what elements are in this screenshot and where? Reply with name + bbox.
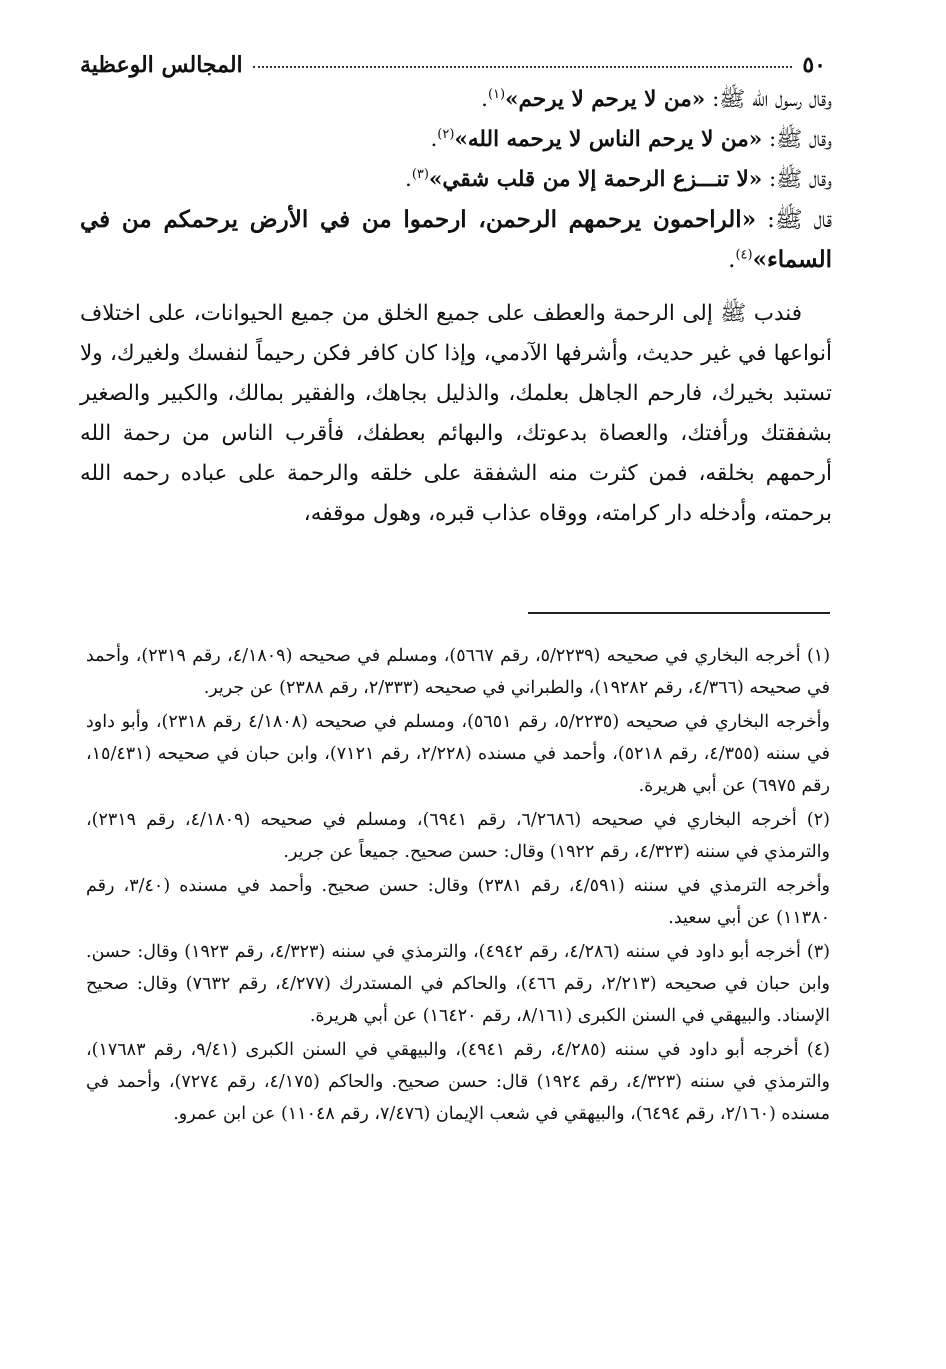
body-paragraph: فندب ﷺ إلى الرحمة والعطف على جميع الخلق من جميع الحيوانات، على اختلاف أنواعها في غير حديث، وأشرفها الآدمي، وإذا كان كافر فكن رحيماً لنفسك ولغيرك، ولا تستبد بخيرك، فارحم الجاهل بعلمك، والذليل بجاهك، والفقير بمالك، والكبير والصغير بشفقتك ورأفتك، والعصاة بدعوتك، والبهائم بعطفك، فأقرب الناس من رحمة الله أرحمهم بخلقه، فمن كثرت منه الشفقة على خلقه والرحمة على عباده رحمه الله برحمته، وأدخله دار كرامته، ووقاه عذاب قبره، وهول موقفه، [80,301,832,526]
page-number: ٥٠ [802,52,826,78]
book-title: المجالس الوعظية [80,52,243,78]
line-end: . [430,127,438,152]
footnote-item: وأخرجه الترمذي في سننه (٤/٥٩١، رقم ٢٣٨١) وقال: حسن صحيح. وأحمد في مسنده (٣/٤٠، رقم ١١٣٨٠) عن أبي سعيد. [86,876,831,928]
hadith-intro: وقال ﷺ: [762,127,832,152]
hadith-quote: «لا تنـــزع الرحمة إلا من قلب شقي» [428,167,763,192]
hadith-line-4 [80,200,832,280]
footnotes [86,640,830,1132]
hadith-intro: وقال رسول الله ﷺ: [705,87,832,112]
hadith-line-3 [80,160,832,200]
hadith-quote: «الراحمون يرحمهم الرحمن، ارحموا من في الأرض يرحمكم من في السماء» [80,206,832,273]
footnote-item: (٣) أخرجه أبو داود في سننه (٤/٢٨٦، رقم ٤٩٤٢)، والترمذي في سننه (٤/٣٢٣، رقم ١٩٢٣) وقال: حسن. وابن حبان في صحيحه (٢/٢١٣، رقم ٤٦٦)، والحاكم في المستدرك (٤/٢٧٧، رقم ٧٦٣٢) وقال: صحيح الإسناد. والبيهقي في السنن الكبرى (٨/١٦١، رقم ١٦٤٢٠) عن أبي هريرة. [86,942,830,1026]
footnote-ref[interactable]: (٤) [735,247,753,263]
hadith-intro: قال ﷺ: [756,207,832,233]
footnote-item: وأخرجه البخاري في صحيحه (٥/٢٢٣٥، رقم ٥٦٥١)، ومسلم في صحيحه (٤/١٨٠٨ رقم ٢٣١٨)، وأبو داود في سننه (٤/٣٥٥، رقم ٥٢١٨)، وأحمد في مسنده (٢/٢٢٨، رقم ٧١٢١)، وابن حبان في صحيحه (١٥/٤٣١، رقم ٦٩٧٥) عن أبي هريرة. [86,712,830,796]
footnote-item: (٢) أخرجه البخاري في صحيحه (٦/٢٦٨٦، رقم ٦٩٤١)، ومسلم في صحيحه (٤/١٨٠٩، رقم ٢٣١٩)، والترمذي في سننه (٤/٣٢٣، رقم ١٩٢٢) وقال: حسن صحيح. جميعاً عن جرير. [86,810,830,862]
footnote-item: (٤) أخرجه أبو داود في سننه (٤/٢٨٥، رقم ٤٩٤١)، والبيهقي في السنن الكبرى (٩/٤١، رقم ١٧٦٨٣)، والترمذي في سننه (٤/٣٢٣، رقم ١٩٢٤) قال: حسن صحيح. والحاكم (٤/١٧٥، رقم ٧٢٧٤)، وأحمد في مسنده (٢/١٦٠، رقم ٦٤٩٤)، والبيهقي في شعب الإيمان (٧/٤٧٦، رقم ١١٠٤٨) عن ابن عمرو. [86,1040,830,1124]
main-text [80,80,832,534]
hadith-quote: «من لا يرحم الناس لا يرحمه الله» [454,127,763,152]
footnote-ref[interactable]: (٣) [411,166,429,182]
header-dotted-leader [253,65,793,68]
hadith-quote: «من لا يرحم لا يرحم» [505,87,706,112]
hadith-line-1 [80,80,832,120]
line-end: . [481,87,488,112]
footnote-ref[interactable]: (٢) [437,126,455,142]
line-end: . [404,167,412,192]
hadith-line-2 [80,120,832,160]
line-end: . [728,247,736,273]
footnote-ref[interactable]: (١) [487,86,506,102]
footnote-item: (١) أخرجه البخاري في صحيحه (٥/٢٢٣٩، رقم ٥٦٦٧)، ومسلم في صحيحه (٤/١٨٠٩، رقم ٢٣١٩)، وأحمد في صحيحه (٤/٣٦٦، رقم ١٩٢٨٢)، والطبراني في صحيحه (٢/٣٣٣، رقم ٢٣٨٨) عن جرير. [86,646,831,698]
page-header [80,44,826,78]
footnote-separator [528,612,830,614]
hadith-intro: وقال ﷺ: [762,167,832,192]
